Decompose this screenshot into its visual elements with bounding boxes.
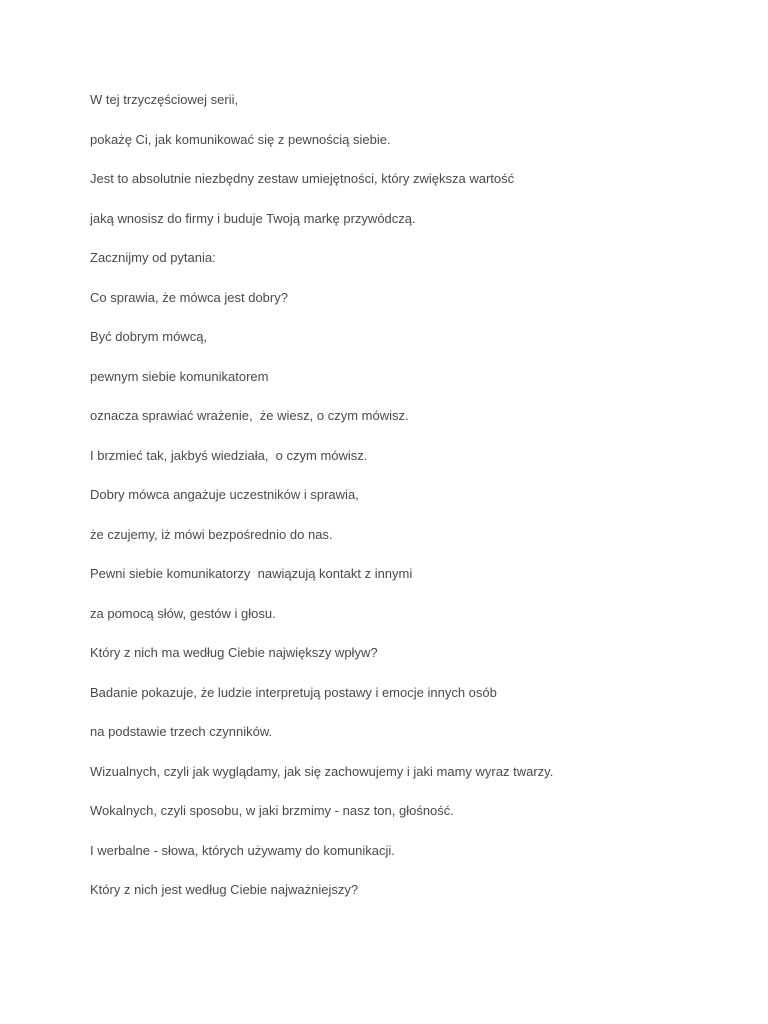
text-line: I brzmieć tak, jakbyś wiedziała, o czym mówisz. (90, 447, 368, 463)
text-line: Co sprawia, że mówca jest dobry? (90, 289, 288, 305)
text-line: oznacza sprawiać wrażenie, że wiesz, o czym mówisz. (90, 408, 409, 423)
text-line: Dobry mówca angażuje uczestników i sprawia, (90, 487, 359, 502)
text-line: na podstawie trzech czynników. (90, 724, 273, 739)
text-line: I werbalne - słowa, których używamy do komunikacji. (90, 842, 395, 858)
text-line: W tej trzyczęściowej serii, (90, 92, 239, 107)
text-line: Zacznijmy od pytania: (90, 250, 216, 265)
text-line: Jest to absolutnie niezbędny zestaw umiejętności, który zwiększa wartość (90, 171, 515, 186)
text-line: Być dobrym mówcą, (90, 329, 208, 344)
text-line: Badanie pokazuje, że ludzie interpretują postawy i emocje innych osób (90, 684, 497, 700)
text-line: Który z nich jest według Ciebie najważniejszy? (90, 882, 359, 897)
text-line: Wokalnych, czyli sposobu, w jaki brzmimy - nasz ton, głośność. (90, 803, 454, 818)
text-line: Wizualnych, czyli jak wyglądamy, jak się zachowujemy i jaki mamy wyraz twarzy. (90, 763, 554, 779)
text-line: że czujemy, iż mówi bezpośrednio do nas. (90, 526, 333, 542)
text-line: za pomocą słów, gestów i głosu. (90, 605, 276, 621)
text-line: pokażę Ci, jak komunikować się z pewnością siebie. (90, 131, 391, 147)
text-line: pewnym siebie komunikatorem (90, 368, 269, 384)
text-line: Pewni siebie komunikatorzy nawiązują kontakt z innymi (90, 566, 413, 581)
text-line: Który z nich ma według Ciebie największy wpływ? (90, 645, 378, 660)
text-line: jaką wnosisz do firmy i buduje Twoją markę przywódczą. (90, 210, 416, 226)
document-body (90, 91, 730, 921)
